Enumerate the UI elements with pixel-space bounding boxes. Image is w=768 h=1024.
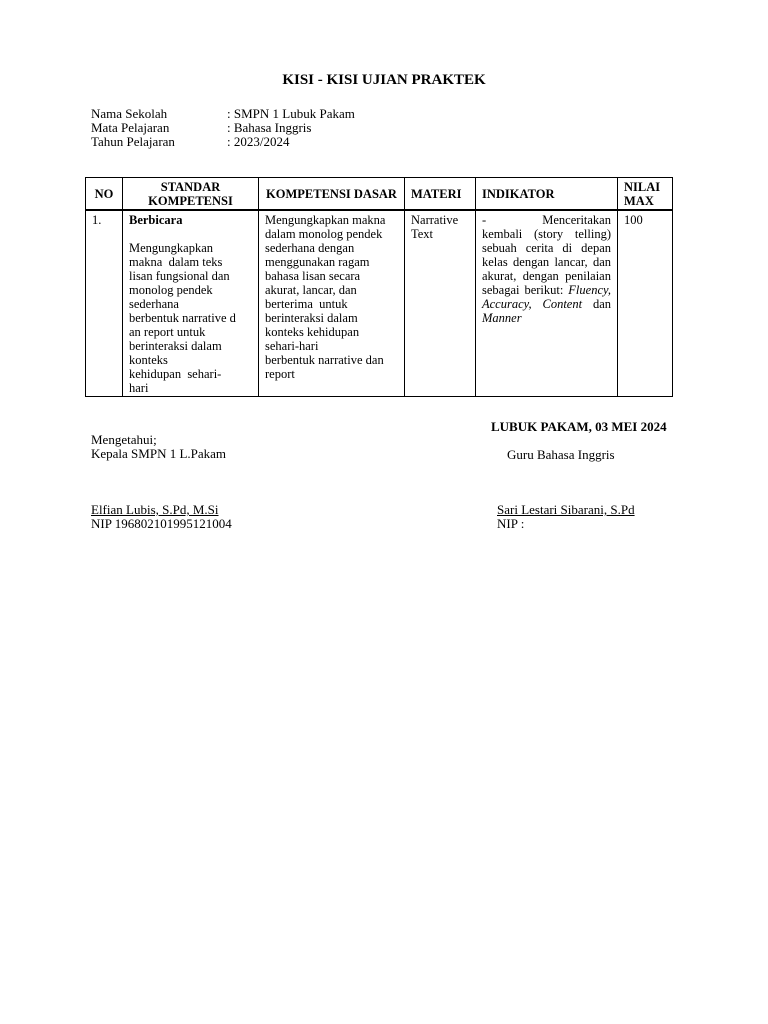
teacher-role: Guru Bahasa Inggris — [507, 447, 615, 462]
kd-line: berterima untuk — [265, 297, 348, 311]
kd-line: sederhana dengan — [265, 241, 355, 255]
header-standar-kompetensi: STANDAR KOMPETENSI — [123, 178, 259, 211]
header-kompetensi-dasar: KOMPETENSI DASAR — [259, 178, 405, 211]
teacher-name: Sari Lestari Sibarani, S.Pd — [497, 502, 635, 517]
signature-left — [91, 503, 232, 531]
indikator-content: Content — [542, 297, 583, 311]
sk-line: makna dalam teks — [129, 255, 223, 269]
sk-line: berbentuk narrative d — [129, 311, 236, 325]
sk-line: hari — [129, 381, 149, 395]
sk-line: monolog pendek — [129, 283, 213, 297]
principal-name: Elfian Lubis, S.Pd, M.Si — [91, 502, 219, 517]
kd-line: berinteraksi dalam — [265, 311, 358, 325]
sk-line: Mengungkapkan — [129, 241, 214, 255]
principal-nip: NIP 196802101995121004 — [91, 516, 232, 531]
sk-line: lisan fungsional dan — [129, 269, 230, 283]
kd-line: sehari-hari — [265, 339, 319, 353]
header-no: NO — [86, 178, 123, 211]
cell-no: 1. — [86, 210, 123, 397]
info-value: : Bahasa Inggris — [227, 120, 312, 135]
cell-kompetensi-dasar — [259, 210, 405, 397]
header-materi: MATERI — [405, 178, 476, 211]
kd-line: Mengungkapkan makna — [265, 213, 386, 227]
sk-body — [129, 241, 252, 395]
kd-line: menggunakan ragam — [265, 255, 370, 269]
header-nilai-max: NILAI MAX — [618, 178, 673, 211]
header-indikator: INDIKATOR — [476, 178, 618, 211]
sk-line: sederhana — [129, 297, 179, 311]
info-label: Tahun Pelajaran — [91, 134, 175, 149]
info-label: Mata Pelajaran — [91, 120, 170, 135]
signature-left-header — [91, 433, 226, 461]
signature-right — [497, 503, 635, 531]
table-header-row — [86, 178, 673, 211]
principal-role: Kepala SMPN 1 L.Pakam — [91, 446, 227, 461]
page-title: KISI - KISI UJIAN PRAKTEK — [282, 72, 486, 88]
info-row-subject — [91, 121, 355, 135]
acknowledged-label: Mengetahui; — [91, 432, 157, 447]
sk-line: berinteraksi dalam — [129, 339, 222, 353]
info-row-school — [91, 107, 355, 121]
indikator-fluency: Fluency, — [568, 283, 611, 297]
kd-line: berbentuk narrative dan — [265, 353, 384, 367]
kd-line: dalam monolog pendek — [265, 227, 383, 241]
kd-line: konteks kehidupan — [265, 325, 360, 339]
sk-line: an report untuk — [129, 325, 206, 339]
document-info — [91, 107, 355, 149]
indikator-accuracy: Accuracy, — [482, 297, 532, 311]
indikator-text: - Menceritakan kembali (story telling) sebuah cerita di depan kelas dengan lancar, dan akurat, dengan penilaian sebagai berikut: — [482, 213, 615, 297]
indikator-dan: dan — [592, 297, 612, 311]
kd-line: report — [265, 367, 295, 381]
info-label: Nama Sekolah — [91, 106, 168, 121]
cell-nilai-max: 100 — [618, 210, 673, 397]
sk-line: konteks — [129, 353, 168, 367]
cell-standar-kompetensi — [123, 210, 259, 397]
info-value: : 2023/2024 — [227, 134, 290, 149]
cell-materi: Narrative Text — [405, 210, 476, 397]
table-row — [86, 210, 673, 397]
info-row-year — [91, 135, 355, 149]
kisi-table — [85, 177, 673, 397]
sk-title: Berbicara — [129, 213, 183, 227]
cell-indikator — [476, 210, 618, 397]
sk-line: kehidupan sehari- — [129, 367, 222, 381]
place-date: LUBUK PAKAM, 03 MEI 2024 — [491, 419, 667, 434]
indikator-manner: Manner — [482, 311, 522, 325]
teacher-nip: NIP : — [497, 516, 525, 531]
info-value: : SMPN 1 Lubuk Pakam — [227, 106, 355, 121]
kd-line: bahasa lisan secara — [265, 269, 361, 283]
kd-line: akurat, lancar, dan — [265, 283, 357, 297]
